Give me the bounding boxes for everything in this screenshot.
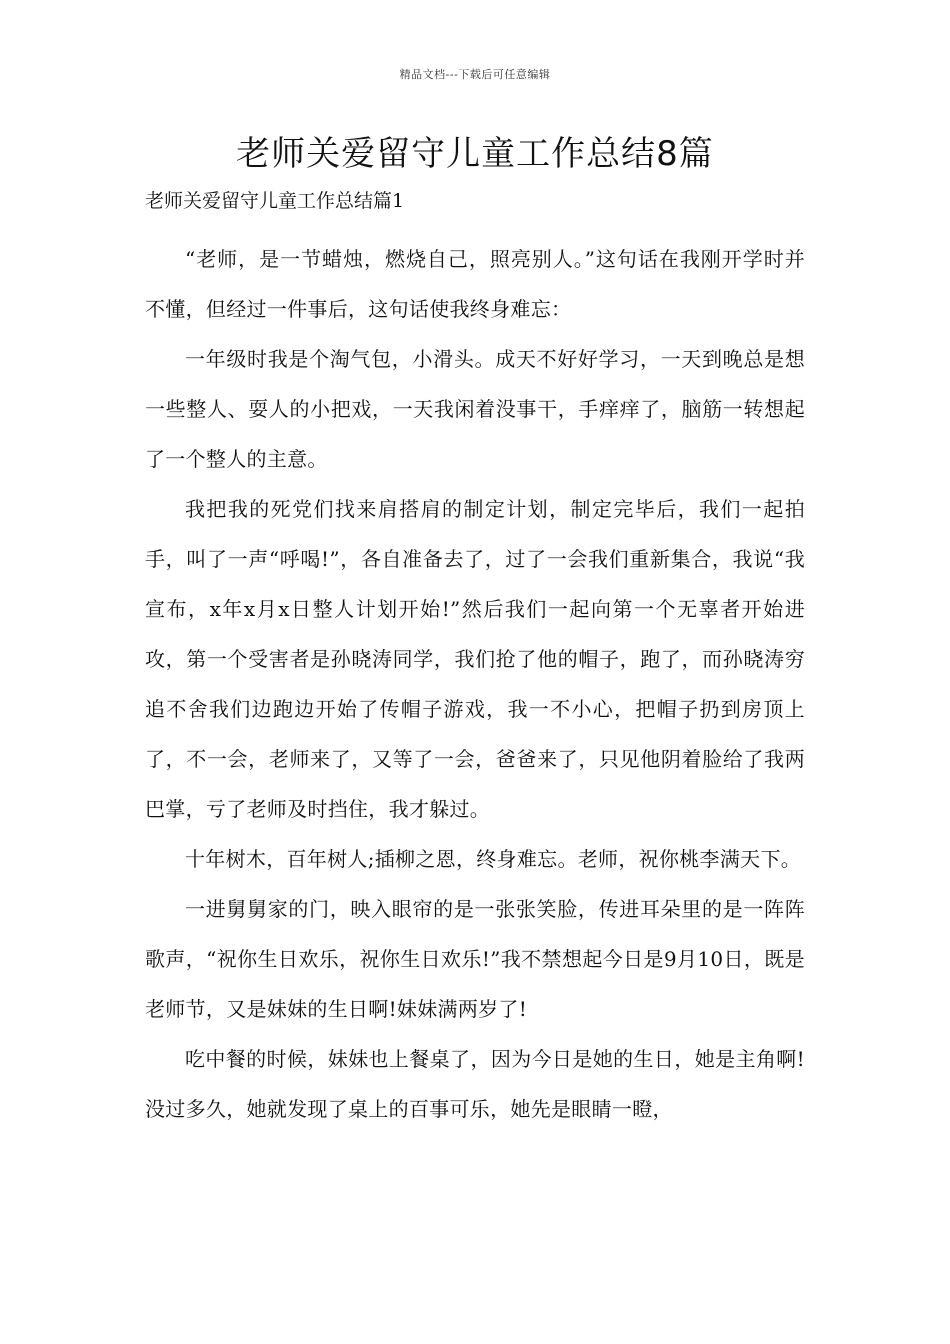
document-body: [145, 184, 805, 1134]
document-title: 老师关爱留守儿童工作总结8篇: [236, 134, 714, 174]
header-note: 精品文档---下载后可任意编辑: [399, 68, 551, 81]
paragraph: 我把我的死党们找来肩搭肩的制定计划，制定完毕后，我们一起拍手，叫了一声“呼喝!”，各自准备去了，过了一会我们重新集合，我说“我宣布，x年x月x日整人计划开始!”然后我们一起向第一个无辜者开始进攻，第一个受害者是孙晓涛同学，我们抢了他的帽子，跑了，而孙晓涛穷追不舍我们边跑边开始了传帽子游戏，我一不小心，把帽子扔到房顶上了，不一会，老师来了，又等了一会，爸爸来了，只见他阴着脸给了我两巴掌，亏了老师及时挡住，我才躲过。: [145, 497, 805, 821]
paragraph: 十年树木，百年树人;插柳之恩，终身难忘。老师，祝你桃李满天下。: [185, 847, 802, 871]
paragraph: “老师，是一节蜡烛，燃烧自己，照亮别人。”这句话在我刚开学时并不懂，但经过一件事后，这句话使我终身难忘：: [145, 247, 805, 321]
paragraph: 一进舅舅家的门，映入眼帘的是一张张笑脸，传进耳朵里的是一阵阵歌声，“祝你生日欢乐，祝你生日欢乐!”我不禁想起今日是9月10日，既是老师节，又是妹妹的生日啊!妹妹满两岁了!: [145, 897, 805, 1021]
paragraph: 一年级时我是个淘气包，小滑头。成天不好好学习，一天到晚总是想一些整人、耍人的小把戏，一天我闲着没事干，手痒痒了，脑筋一转想起了一个整人的主意。: [145, 347, 805, 471]
section-heading: 老师关爱留守儿童工作总结篇1: [145, 190, 405, 212]
paragraph: 吃中餐的时候，妹妹也上餐桌了，因为今日是她的生日，她是主角啊!没过多久，她就发现了桌上的百事可乐，她先是眼睛一瞪，: [145, 1047, 805, 1121]
